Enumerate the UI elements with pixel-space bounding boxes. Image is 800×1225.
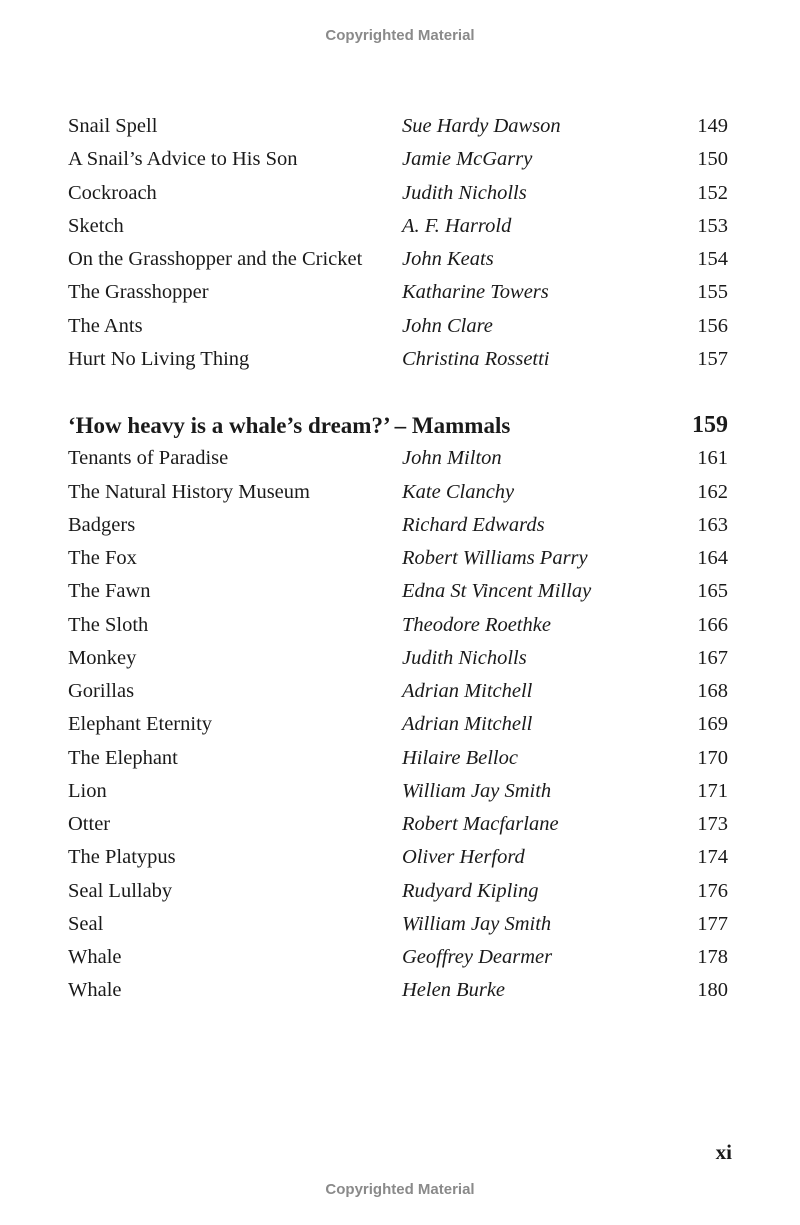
section-mammals (68, 442, 728, 1007)
section-heading-title: ‘How heavy is a whale’s dream?’ – Mammals (68, 413, 511, 438)
entry-page: 174 (697, 846, 728, 869)
section-insects (68, 110, 728, 376)
entry-author: Adrian Mitchell (402, 680, 533, 702)
toc-entry (68, 908, 728, 941)
entry-author: Sue Hardy Dawson (402, 115, 561, 137)
entry-author: Kate Clanchy (402, 480, 515, 503)
toc-entry (68, 476, 728, 509)
entry-page: 150 (697, 148, 728, 171)
entry-page: 176 (697, 879, 728, 902)
entry-page: 155 (697, 281, 728, 304)
entry-author: John Keats (402, 248, 494, 270)
entry-title: Whale (68, 979, 122, 1002)
toc-entry (68, 509, 728, 542)
entry-page: 156 (697, 314, 728, 337)
toc-entry (68, 841, 728, 874)
entry-author: Judith Nicholls (402, 181, 527, 204)
table-of-contents (68, 110, 728, 1008)
page-number: xi (715, 1140, 732, 1164)
entry-title: Sketch (68, 214, 124, 237)
entry-page: 178 (697, 946, 728, 968)
entry-title: Badgers (68, 513, 136, 536)
watermark-top: Copyrighted Material (325, 27, 475, 44)
entry-page: 157 (697, 347, 728, 370)
toc-entry (68, 243, 728, 276)
entry-title: The Elephant (68, 746, 178, 769)
entry-page: 152 (697, 181, 728, 204)
entry-title: The Grasshopper (68, 281, 209, 304)
toc-entry (68, 742, 728, 775)
entry-author: Geoffrey Dearmer (402, 946, 553, 968)
entry-title: Whale (68, 946, 122, 968)
toc-entry (68, 675, 728, 708)
toc-entry (68, 775, 728, 808)
entry-author: Robert Macfarlane (402, 813, 559, 835)
entry-author: John Clare (402, 314, 493, 337)
entry-title: Gorillas (68, 680, 135, 702)
entry-page: 149 (697, 115, 728, 137)
entry-page: 166 (697, 613, 728, 636)
entry-author: Adrian Mitchell (402, 713, 533, 736)
toc-entry (68, 974, 728, 1007)
entry-author: Christina Rossetti (402, 347, 550, 370)
entry-page: 180 (697, 979, 728, 1002)
toc-entry (68, 343, 728, 376)
entry-title: A Snail’s Advice to His Son (68, 148, 298, 171)
entry-title: The Natural History Museum (68, 480, 310, 503)
entry-title: Tenants of Paradise (68, 447, 229, 470)
entry-author: Rudyard Kipling (402, 879, 539, 902)
entry-title: Seal (68, 912, 104, 935)
entry-title: The Ants (68, 314, 143, 337)
entry-title: The Platypus (68, 846, 176, 869)
entry-page: 161 (697, 447, 728, 470)
entry-page: 170 (697, 746, 728, 769)
entry-author: Hilaire Belloc (402, 746, 518, 769)
entry-author: Oliver Herford (402, 846, 525, 869)
entry-author: Jamie McGarry (402, 148, 533, 171)
toc-entry (68, 642, 728, 675)
entry-author: Judith Nicholls (402, 646, 527, 669)
entry-author: Helen Burke (402, 979, 506, 1002)
toc-entry (68, 110, 728, 143)
entry-title: The Sloth (68, 613, 149, 636)
entry-title: Snail Spell (68, 115, 158, 137)
entry-title: Otter (68, 813, 111, 835)
section-heading-page: 159 (692, 412, 728, 438)
toc-entry (68, 941, 728, 974)
entry-title: Seal Lullaby (68, 879, 173, 902)
toc-entry (68, 143, 728, 176)
entry-author: John Milton (402, 447, 502, 470)
toc-entry (68, 609, 728, 642)
entry-title: Monkey (68, 646, 137, 669)
toc-entry (68, 875, 728, 908)
entry-page: 168 (697, 680, 728, 702)
toc-entry (68, 210, 728, 243)
entry-author: William Jay Smith (402, 779, 552, 802)
entry-author: Richard Edwards (402, 513, 545, 536)
entry-author: Katharine Towers (402, 281, 549, 304)
toc-entry (68, 177, 728, 210)
toc-entry (68, 542, 728, 575)
entry-author: Edna St Vincent Millay (402, 580, 592, 603)
entry-page: 165 (697, 580, 728, 603)
entry-page: 153 (697, 214, 728, 237)
entry-title: On the Grasshopper and the Cricket (68, 248, 363, 270)
entry-page: 171 (697, 779, 728, 802)
entry-title: Hurt No Living Thing (68, 347, 250, 370)
toc-entry (68, 708, 728, 741)
entry-page: 173 (697, 813, 728, 835)
entry-author: William Jay Smith (402, 912, 552, 935)
watermark-bottom: Copyrighted Material (325, 1181, 475, 1198)
entry-title: The Fawn (68, 580, 151, 603)
entry-page: 177 (697, 912, 728, 935)
entry-page: 154 (697, 248, 728, 270)
section-gap (68, 376, 728, 409)
entry-page: 163 (697, 513, 728, 536)
entry-title: Cockroach (68, 181, 157, 204)
toc-entry (68, 808, 728, 841)
entry-title: The Fox (68, 547, 137, 569)
entry-page: 164 (697, 547, 728, 569)
toc-entry (68, 276, 728, 309)
toc-entry (68, 442, 728, 475)
section-heading-mammals (68, 409, 728, 442)
entry-author: Robert Williams Parry (402, 547, 588, 569)
entry-author: Theodore Roethke (402, 613, 551, 636)
entry-page: 169 (697, 713, 728, 736)
entry-page: 162 (697, 480, 728, 503)
entry-title: Lion (68, 779, 107, 802)
toc-entry (68, 575, 728, 608)
entry-page: 167 (697, 646, 728, 669)
entry-author: A. F. Harrold (402, 214, 512, 237)
toc-entry (68, 310, 728, 343)
entry-title: Elephant Eternity (68, 713, 213, 736)
